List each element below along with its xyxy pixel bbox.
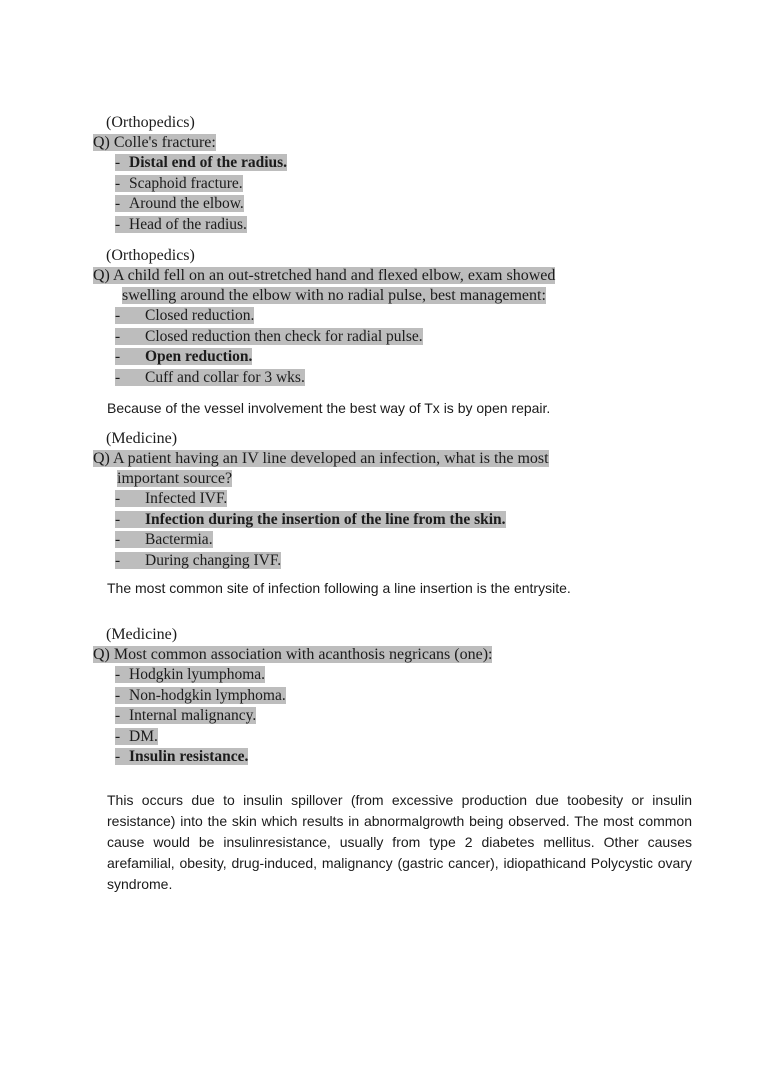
option-item: - Hodgkin lyumphoma. xyxy=(115,666,266,683)
option-item: - Internal malignancy. xyxy=(115,707,257,724)
option-item: - Infected IVF. xyxy=(115,490,228,507)
explanation-text: The most common site of infection following a line insertion is the entrysite. xyxy=(107,580,571,596)
option-item: - Distal end of the radius. xyxy=(115,154,288,171)
option-item: - Around the elbow. xyxy=(115,195,244,212)
option-item: - Insulin resistance. xyxy=(115,748,249,765)
question-text: Q) Most common association with acanthosis negricans (one): xyxy=(93,646,493,663)
correct-answer: Open reduction. xyxy=(145,348,253,365)
option-item: - Infection during the insertion of the line from the skin. xyxy=(115,510,506,528)
option-item: - Cuff and collar for 3 wks. xyxy=(115,368,305,386)
option-item: - DM. xyxy=(115,727,158,745)
question-text: Q) A patient having an IV line developed an infection, what is the most xyxy=(93,450,549,467)
option-item: - Scaphoid fracture. xyxy=(115,174,243,192)
category-label: (Medicine) xyxy=(106,626,178,643)
category-label: (Orthopedics) xyxy=(106,114,195,131)
category-label: (Medicine) xyxy=(106,430,178,447)
question-block-3 xyxy=(93,429,733,571)
explanation-text: Because of the vessel involvement the best way of Tx is by open repair. xyxy=(107,400,551,416)
options-list xyxy=(93,306,733,388)
question-block-4 xyxy=(93,625,733,768)
question-block-2 xyxy=(93,246,733,388)
option-item: - Non-hodgkin lymphoma. xyxy=(115,686,286,704)
options-list xyxy=(93,489,733,571)
correct-answer: Infection during the insertion of the line from the skin. xyxy=(145,510,506,528)
option-item: - Head of the radius. xyxy=(115,215,247,233)
question-text: Q) Colle's fracture: xyxy=(93,134,216,151)
option-item: - During changing IVF. xyxy=(115,551,282,569)
correct-answer: Distal end of the radius. xyxy=(129,154,288,171)
option-item: - Bactermia. xyxy=(115,531,213,548)
category-label: (Orthopedics) xyxy=(106,247,195,264)
option-item: - Open reduction. xyxy=(115,348,253,365)
question-block-1 xyxy=(93,113,733,235)
question-text-cont: swelling around the elbow with no radial pulse, best management: xyxy=(122,287,546,304)
options-list xyxy=(93,665,733,768)
question-text: Q) A child fell on an out-stretched hand and flexed elbow, exam showed xyxy=(93,267,556,284)
question-text-cont: important source? xyxy=(117,470,233,487)
explanation-paragraph: This occurs due to insulin spillover (from excessive production due toobesity or insulin resistance) into the skin which results in abnormalgrowth being observed. The most common cause would be insulinresistance, usually from type 2 diabetes mellitus. Other causes arefamilial, obesity, drug-induced, malignancy (gastric cancer), idiopathicand Polycystic ovary syndrome. xyxy=(107,792,692,892)
options-list xyxy=(93,153,733,235)
correct-answer: Insulin resistance. xyxy=(129,748,249,765)
option-item: - Closed reduction. xyxy=(115,307,255,324)
option-item: - Closed reduction then check for radial pulse. xyxy=(115,327,423,345)
